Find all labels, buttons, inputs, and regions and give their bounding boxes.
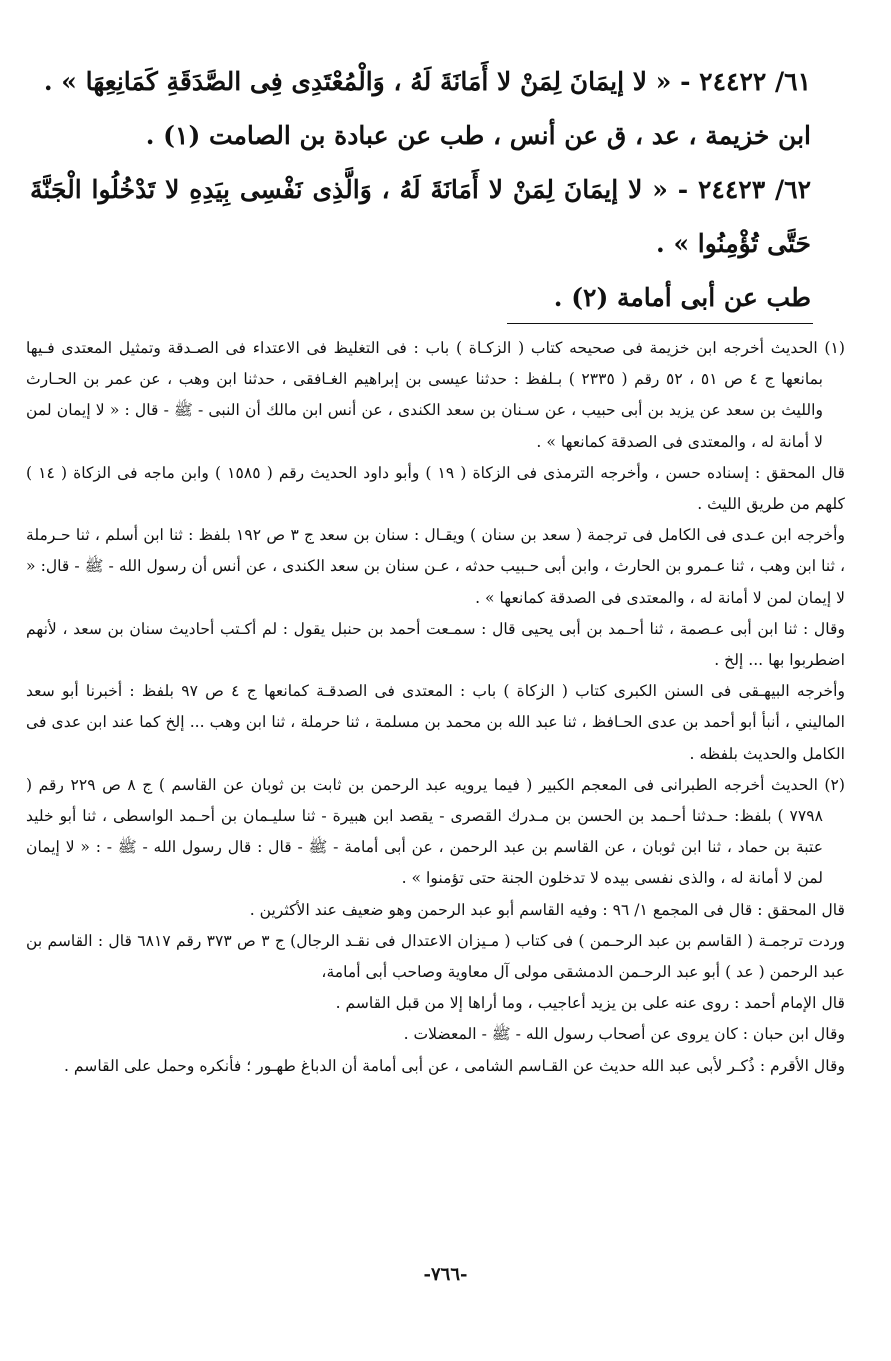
footnote-2-paragraph: قال الإمام أحمد : روى عنه على بن يزيد أعاجيب ، وما أراها إلا من قبل القاسم . [335,994,845,1013]
hadith-62-sources: طب عن أبى أمامة (٢) . [553,283,811,312]
footnote-2-paragraph: وقال ابن حبان : كان يروى عن أصحاب رسول الله - ﷺ - المعضلات . [403,1025,845,1044]
footnotes [26,333,845,1082]
footnote-1-paragraph: وقال : ثنا ابن أبى عـصمة ، ثنا أحـمد بن أبى يحيى قال : سمـعت أحمد بن حنبل يقول : لم أكـتب أحاديث سنان بن سعد ، لأنهم اضطربوا بها ... إلخ . [26,619,845,670]
hadith-61: ٦١/ ٢٤٤٢٢ - « لا إيمَانَ لِمَنْ لا أَمَانَةَ لَهُ ، وَالْمُعْتَدِى فِى الصَّدَقَةِ كَمَانِعِهَا » . [43,67,811,96]
hadith-61-sources: ابن خزيمة ، عد ، ق عن أنس ، طب عن عبادة بن الصامت (١) . [145,121,811,150]
footnote-2: (٢) الحديث أخرجه الطبرانى فى المعجم الكبير ( فيما يرويه عبد الرحمن بن ثابت بن ثوبان عن القاسم ) ج ٨ ص ٢٢٩ رقم ( ٧٧٩٨ ) بلفظ: حـدثنا أحـمد بن الحسن بن مـدرك القصرى - يقصد ابن هبيرة - ثنا سليـمان بن أحـمد الواسطى ، ثنا أبو خليد عتبة بن حماد ، ثنا ابن ثوبان ، عن القاسم بن عبد الرحمن ، عن أبى أمامة - ﷺ - قال : قال رسول الله - ﷺ - : « لا إيمان لمن لا أمانة له ، والذى نفسى بيده لا تدخلون الجنة حتى تؤمنوا » . [26,775,845,888]
footnote-1-paragraph: قال المحقق : إسناده حسن ، وأخرجه الترمذى فى الزكاة ( ١٩ ) وأبو داود الحديث رقم ( ١٥٨٥ ) وابن ماجه فى الزكاة ( ١٤ ) كلهم من طريق الليث . [26,463,845,514]
footnote-divider [507,323,813,324]
footnote-2-paragraph: وردت ترجمـة ( القاسم بن عبد الرحـمن ) فى كتاب ( مـيزان الاعتدال فى نقـد الرجال) ج ٣ ص ٣٧٣ رقم ٦٨١٧ قال : القاسم بن عبد الرحمن ( عد ) أبو عبد الرحـمن الدمشقى مولى آل معاوية وصاحب أبى أمامة، [26,931,846,982]
hadith-62: ٦٢/ ٢٤٤٢٣ - « لا إيمَانَ لِمَنْ لا أَمَانَةَ لَهُ ، وَالَّذِى نَفْسِى بِيَدِهِ لا تَدْخُلُوا الْجَنَّةَ حَتَّى تُؤْمِنُوا » . [30,175,811,258]
footnote-1-paragraph: وأخرجه ابن عـدى فى الكامل فى ترجمة ( سعد بن سنان ) ويقـال : سنان بن سعد ج ٣ ص ١٩٢ بلفظ : ثنا ابن أسلم ، ثنا حـرملة ، ثنا ابن وهب ، ثنا عـمرو بن الحارث ، وابن أبى حـبيب حدثه ، عـن سنان بن سعد الكندى ، عن أنس أن رسول الله - ﷺ - قال: « لا إيمان لمن لا أمانة له ، والمعتدى فى الصدقة كمانعها » . [26,526,845,607]
main-text [30,55,851,325]
footnote-1: (١) الحديث أخرجه ابن خزيمة فى صحيحه كتاب ( الزكـاة ) باب : فى التغليظ فى الاعتداء فى الصـدقة وتمثيل المعتدى فـيها بمانعها ج ٤ ص ٥١ ، ٥٢ رقم ( ٢٣٣٥ ) بـلفظ : حدثنا عيسى بن إبراهيم الغـافقى ، حدثنا ابن وهب ، عن عمر بن الحـارث والليث بن سعد عن يزيد بن أبى حبيب ، عن سـنان بن سعد الكندى ، عن أنس ابن مالك أن النبى - ﷺ - قال : « لا إيمان لمن لا أمانة له ، والمعتدى فى الصدقة كمانعها » . [26,339,845,451]
footnote-1-paragraph: وأخرجه البيهـقى فى السنن الكبرى كتاب ( الزكاة ) باب : المعتدى فى الصدقـة كمانعها ج ٤ ص ٩٧ بلفظ : أخبرنا أبو سعد الماليني ، أنبأ أبو أحمد بن عدى الحـافظ ، ثنا عبد الله بن محمد بن مسلمة ، ثنا حرملة ، ثنا ابن وهب ... إلخ كما عند ابن عدى فى الكامل والحديث بلفظه . [26,682,845,763]
footnote-2-paragraph: وقال الأقرم : ذُكـر لأبى عبد الله حديث عن القـاسم الشامى ، عن أبى أمامة أن الدباغ طهـور ؛ فأنكره وحمل على القاسم . [63,1056,845,1075]
footnote-2-paragraph: قال المحقق : قال فى المجمع ١/ ٩٦ : وفيه القاسم أبو عبد الرحمن وهو ضعيف عند الأكثرين . [249,900,845,919]
page-number: -٧٦٦- [423,1264,468,1285]
